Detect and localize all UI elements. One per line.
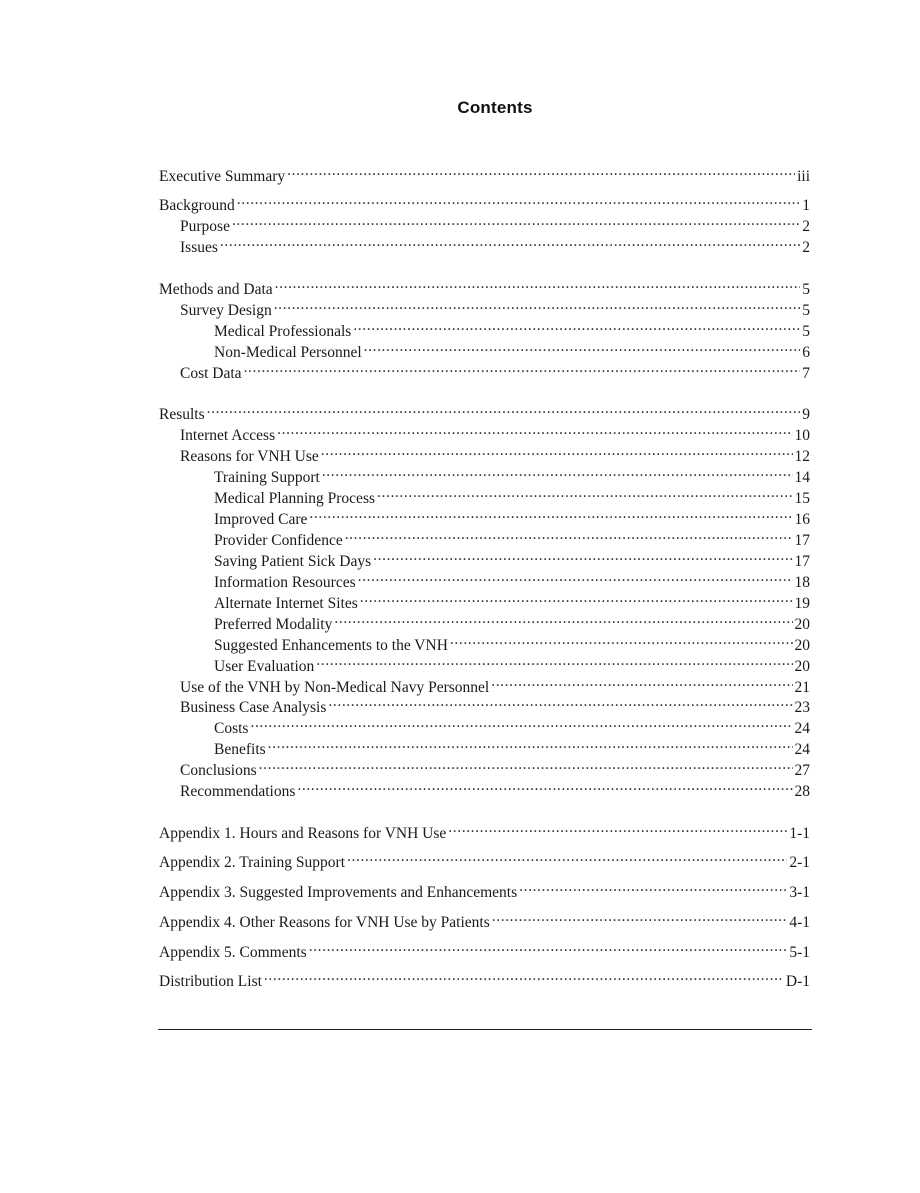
toc-entry[interactable] (214, 546, 810, 570)
dot-leader (316, 651, 792, 671)
toc-entry-page: 18 (794, 574, 810, 591)
toc-entry-label: Recommendations (180, 783, 296, 800)
dot-leader (334, 609, 792, 629)
toc-entry-label: Training Support (214, 469, 320, 486)
toc-entry-page: 20 (794, 616, 810, 633)
toc-entry-page: 24 (794, 741, 810, 758)
toc-entry[interactable] (159, 818, 810, 842)
toc-entry-label: Improved Care (214, 511, 308, 528)
toc-entry-label: Appendix 3. Suggested Improvements and Enhancements (159, 884, 518, 901)
toc-entry-label: Cost Data (180, 365, 242, 382)
dot-leader (207, 399, 801, 419)
toc-entry[interactable] (214, 483, 810, 507)
toc-entry-page: 21 (794, 679, 810, 696)
toc-entry-label: Business Case Analysis (180, 699, 327, 716)
toc-entry-page: 28 (794, 783, 810, 800)
dot-leader (309, 937, 788, 957)
toc-entry-label: Alternate Internet Sites (214, 595, 358, 612)
dot-leader (287, 161, 795, 181)
toc-entry[interactable] (214, 713, 810, 737)
toc-entry-page: 1 (802, 197, 810, 214)
toc-entry-label: Preferred Modality (214, 616, 333, 633)
dot-leader (275, 274, 801, 294)
toc-entry-page: 2 (802, 239, 810, 256)
toc-entry[interactable] (180, 776, 810, 800)
dot-leader (328, 692, 792, 712)
toc-entry-page: 20 (794, 637, 810, 654)
toc-entry-label: Medical Professionals (214, 323, 352, 340)
toc-entry-page: 3-1 (789, 884, 810, 901)
toc-entry[interactable] (180, 672, 810, 696)
toc-entry-label: Internet Access (180, 427, 276, 444)
toc-entry-page: 27 (794, 762, 810, 779)
toc-entry-label: Appendix 5. Comments (159, 944, 307, 961)
toc-entry[interactable] (180, 420, 810, 444)
toc-entry-page: 19 (794, 595, 810, 612)
toc-entry[interactable] (159, 877, 810, 901)
toc-entry-page: 17 (794, 532, 810, 549)
toc-entry[interactable] (214, 609, 810, 633)
toc-entry-page: 7 (802, 365, 810, 382)
toc-entry-label: Distribution List (159, 973, 262, 990)
toc-entry[interactable] (214, 525, 810, 549)
toc-entry[interactable] (180, 295, 810, 319)
dot-leader (237, 190, 800, 210)
toc-entry[interactable] (214, 316, 810, 340)
toc-entry[interactable] (214, 630, 810, 654)
toc-entry-page: D-1 (785, 973, 810, 990)
dot-leader (360, 588, 793, 608)
dot-leader (309, 504, 792, 524)
dot-leader (353, 316, 800, 336)
toc-entry-label: Appendix 2. Training Support (159, 854, 346, 871)
footer-rule (158, 1029, 812, 1030)
toc-entry-label: Appendix 1. Hours and Reasons for VNH Use (159, 825, 447, 842)
toc-entry-page: 16 (794, 511, 810, 528)
toc-entry-page: 9 (802, 406, 810, 423)
dot-leader (220, 232, 800, 252)
dot-leader (448, 818, 787, 838)
toc-entry[interactable] (159, 847, 810, 871)
toc-entry-page: 5 (802, 281, 810, 298)
toc-entry-label: Suggested Enhancements to the VNH (214, 637, 448, 654)
toc-entry[interactable] (159, 190, 810, 214)
dot-leader (264, 966, 784, 986)
dot-leader (377, 483, 792, 503)
dot-leader (244, 358, 801, 378)
toc-entry-label: Costs (214, 720, 249, 737)
toc-entry[interactable] (159, 937, 810, 961)
toc-entry-label: Survey Design (180, 302, 272, 319)
toc-entry[interactable] (214, 567, 810, 591)
toc-entry-label: Executive Summary (159, 168, 286, 185)
toc-entry-page: 10 (794, 427, 810, 444)
dot-leader (364, 337, 801, 357)
dot-leader (519, 877, 787, 897)
toc-entry-label: Benefits (214, 741, 266, 758)
dot-leader (491, 672, 792, 692)
dot-leader (268, 734, 793, 754)
toc-entry[interactable] (159, 274, 810, 298)
dot-leader (321, 441, 793, 461)
toc-entry-page: 5 (802, 323, 810, 340)
toc-entry-label: Saving Patient Sick Days (214, 553, 372, 570)
toc-entry-label: Purpose (180, 218, 230, 235)
toc-entry[interactable] (214, 462, 810, 486)
toc-entry[interactable] (159, 399, 810, 423)
toc-entry[interactable] (214, 504, 810, 528)
toc-entry-page: 5-1 (789, 944, 810, 961)
toc-entry-page: 14 (794, 469, 810, 486)
toc-entry-page: 23 (794, 699, 810, 716)
dot-leader (297, 776, 792, 796)
dot-leader (450, 630, 793, 650)
toc-entry-label: Conclusions (180, 762, 257, 779)
toc-entry-label: Methods and Data (159, 281, 273, 298)
toc-entry[interactable] (180, 358, 810, 382)
toc-entry-label: Issues (180, 239, 218, 256)
toc-entry-label: User Evaluation (214, 658, 315, 675)
toc-entry-page: 4-1 (789, 914, 810, 931)
dot-leader (347, 847, 787, 867)
toc-entry[interactable] (214, 337, 810, 361)
toc-entry-page: 15 (794, 490, 810, 507)
toc-entry-page: 5 (802, 302, 810, 319)
toc-entry[interactable] (214, 734, 810, 758)
toc-entry-page: 2-1 (789, 854, 810, 871)
toc-entry[interactable] (159, 966, 810, 990)
toc-entry-label: Provider Confidence (214, 532, 343, 549)
toc-entry-label: Use of the VNH by Non-Medical Navy Personnel (180, 679, 490, 696)
dot-leader (250, 713, 792, 733)
toc-entry[interactable] (214, 651, 810, 675)
dot-leader (322, 462, 793, 482)
toc-entry-label: Non-Medical Personnel (214, 344, 362, 361)
dot-leader (277, 420, 792, 440)
toc-entry[interactable] (214, 588, 810, 612)
toc-entry-page: 2 (802, 218, 810, 235)
toc-entry[interactable] (180, 692, 810, 716)
toc-entry-page: 20 (794, 658, 810, 675)
dot-leader (358, 567, 793, 587)
toc-entry[interactable] (180, 232, 810, 256)
dot-leader (232, 211, 800, 231)
toc-entry[interactable] (180, 211, 810, 235)
toc-entry[interactable] (159, 161, 810, 185)
toc-entry-page: 1-1 (789, 825, 810, 842)
toc-entry-label: Information Resources (214, 574, 356, 591)
dot-leader (492, 907, 788, 927)
toc-entry-label: Reasons for VNH Use (180, 448, 319, 465)
dot-leader (274, 295, 801, 315)
page-title: Contents (457, 98, 533, 117)
toc-entry-label: Background (159, 197, 235, 214)
toc-entry[interactable] (180, 755, 810, 779)
toc-entry-label: Medical Planning Process (214, 490, 376, 507)
toc-entry[interactable] (159, 907, 810, 931)
dot-leader (373, 546, 792, 566)
toc-entry-label: Results (159, 406, 205, 423)
toc-entry-page: 24 (794, 720, 810, 737)
toc-entry-page: 17 (794, 553, 810, 570)
toc-entry[interactable] (180, 441, 810, 465)
toc-entry-page: iii (797, 168, 810, 185)
toc-entry-label: Appendix 4. Other Reasons for VNH Use by Patients (159, 914, 490, 931)
dot-leader (345, 525, 793, 545)
toc-entry-page: 6 (802, 344, 810, 361)
toc-entry-page: 12 (794, 448, 810, 465)
dot-leader (259, 755, 793, 775)
